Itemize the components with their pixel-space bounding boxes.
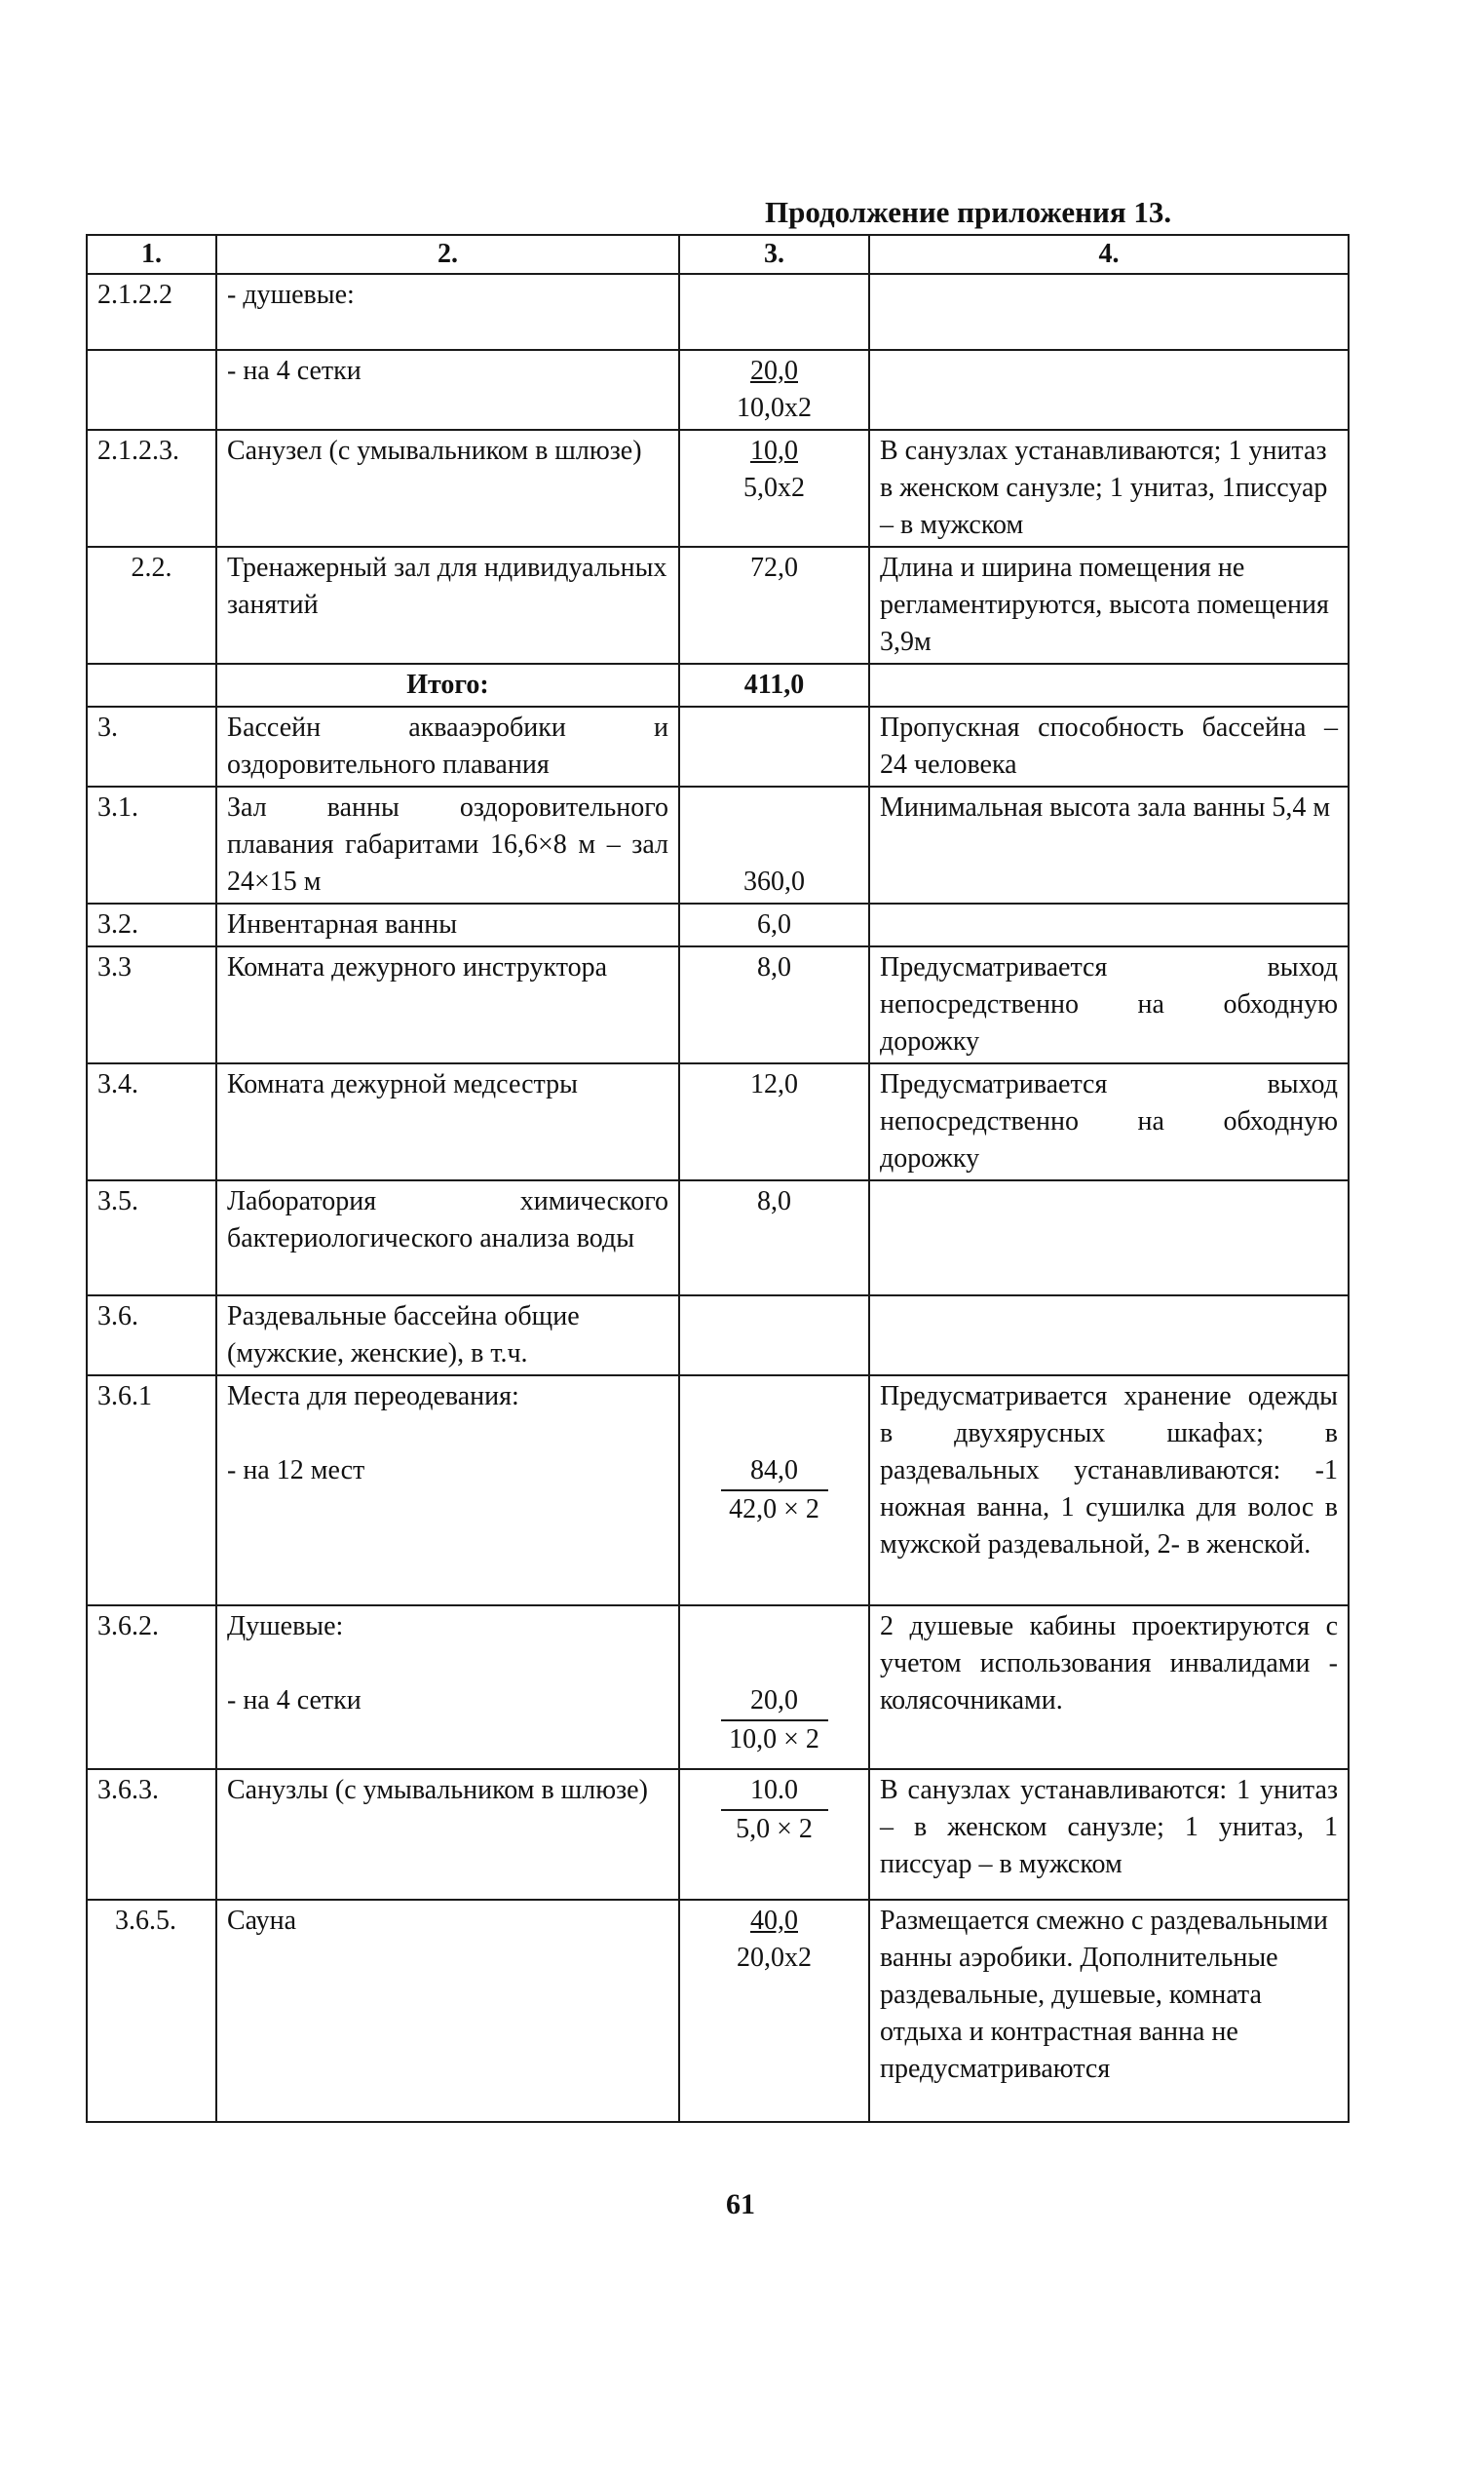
table-row xyxy=(87,1295,1349,1375)
row-name: Инвентарная ванны xyxy=(216,904,679,946)
area-value: 10,0 xyxy=(750,436,798,466)
row-area: 360,0 xyxy=(679,787,869,904)
row-note xyxy=(869,274,1349,350)
row-number: 3. xyxy=(87,707,216,787)
row-area xyxy=(679,1605,869,1769)
row-note xyxy=(869,1180,1349,1295)
row-number: 2.1.2.2 xyxy=(87,274,216,350)
row-area xyxy=(679,274,869,350)
row-number: 3.5. xyxy=(87,1180,216,1295)
row-number: 3.1. xyxy=(87,787,216,904)
row-name-sub: - на 12 мест xyxy=(227,1455,365,1485)
row-note: Длина и ширина помещения не регламентируются, высота помещения 3,9м xyxy=(869,547,1349,664)
row-name: Бассейн аквааэробики и оздоровительного плавания xyxy=(216,707,679,787)
row-area xyxy=(679,1375,869,1605)
row-name xyxy=(216,1375,679,1605)
row-name-main: Душевые: xyxy=(227,1611,344,1641)
row-area xyxy=(679,1900,869,2122)
row-note xyxy=(869,350,1349,430)
row-area xyxy=(679,350,869,430)
table-row xyxy=(87,1180,1349,1295)
column-header-3: 3. xyxy=(679,235,869,274)
area-breakdown: 20,0x2 xyxy=(737,1943,812,1973)
column-header-2: 2. xyxy=(216,235,679,274)
table-row xyxy=(87,1605,1349,1769)
table-row xyxy=(87,350,1349,430)
row-name: Санузел (с умывальником в шлюзе) xyxy=(216,430,679,547)
requirements-table xyxy=(86,234,1350,2123)
row-name-sub: - на 4 сетки xyxy=(227,1685,361,1715)
spacer xyxy=(690,1645,858,1682)
area-value: 84,0 xyxy=(721,1452,828,1491)
row-name: Комната дежурного инструктора xyxy=(216,946,679,1063)
row-note: Размещается смежно с раздевальными ванны аэробики. Дополнительные раздевальные, душевые, комната отдыха и контрастная ванна не предусматриваются xyxy=(869,1900,1349,2122)
column-header-4: 4. xyxy=(869,235,1349,274)
row-note: Минимальная высота зала ванны 5,4 м xyxy=(869,787,1349,904)
row-note: В санузлах устанавливаются: 1 унитаз – в женском санузле; 1 унитаз, 1 писсуар – в мужском xyxy=(869,1769,1349,1900)
row-area: 8,0 xyxy=(679,946,869,1063)
table-row xyxy=(87,707,1349,787)
row-name: Сауна xyxy=(216,1900,679,2122)
table-row xyxy=(87,1375,1349,1605)
row-name xyxy=(216,1605,679,1769)
row-number: 2.1.2.3. xyxy=(87,430,216,547)
row-number: 3.6. xyxy=(87,1295,216,1375)
spacer xyxy=(690,1415,858,1452)
row-area xyxy=(679,707,869,787)
table-row xyxy=(87,1900,1349,2122)
row-note: В санузлах устанавливаются; 1 унитаз в женском санузле; 1 унитаз, 1писсуар – в мужском xyxy=(869,430,1349,547)
row-note: Предусматривается выход непосредственно на обходную дорожку xyxy=(869,946,1349,1063)
row-note: Предусматривается хранение одежды в двухярусных шкафах; в раздевальных устанавливаются: -1 ножная ванна, 1 сушилка для волос в мужской раздевальной, 2- в женской. xyxy=(869,1375,1349,1605)
row-number: 3.3 xyxy=(87,946,216,1063)
page-number: 61 xyxy=(726,2188,755,2220)
row-name: Раздевальные бассейна общие (мужские, женские), в т.ч. xyxy=(216,1295,679,1375)
table-row xyxy=(87,1063,1349,1180)
total-label: Итого: xyxy=(216,664,679,707)
row-name: - душевые: xyxy=(216,274,679,350)
row-area xyxy=(679,1295,869,1375)
area-value: 20,0 xyxy=(750,356,798,386)
row-area: 12,0 xyxy=(679,1063,869,1180)
area-breakdown: 10,0 × 2 xyxy=(729,1724,819,1754)
row-note xyxy=(869,904,1349,946)
area-value: 20,0 xyxy=(721,1682,828,1721)
row-area xyxy=(679,1769,869,1900)
row-note: Пропускная способность бассейна – 24 человека xyxy=(869,707,1349,787)
spacer xyxy=(690,1608,858,1645)
page-heading: Продолжение приложения 13. xyxy=(765,195,1172,229)
area-value: 10.0 xyxy=(721,1772,828,1811)
row-number: 2.2. xyxy=(87,547,216,664)
row-note: Предусматривается выход непосредственно на обходную дорожку xyxy=(869,1063,1349,1180)
row-note xyxy=(869,664,1349,707)
row-number: 3.2. xyxy=(87,904,216,946)
spacer xyxy=(690,1378,858,1415)
row-note xyxy=(869,1295,1349,1375)
row-number: 3.6.3. xyxy=(87,1769,216,1900)
row-area: 6,0 xyxy=(679,904,869,946)
spacer xyxy=(227,1415,668,1452)
table-row-total xyxy=(87,664,1349,707)
spacer xyxy=(227,1645,668,1682)
row-area: 72,0 xyxy=(679,547,869,664)
table-row xyxy=(87,274,1349,350)
row-name: Зал ванны оздоровительного плавания габаритами 16,6×8 м – зал 24×15 м xyxy=(216,787,679,904)
table-row xyxy=(87,547,1349,664)
table-header-row xyxy=(87,235,1349,274)
table-row xyxy=(87,1769,1349,1900)
row-note: 2 душевые кабины проектируются с учетом использования инвалидами - колясочниками. xyxy=(869,1605,1349,1769)
area-breakdown: 42,0 × 2 xyxy=(729,1494,819,1524)
row-name: Санузлы (с умывальником в шлюзе) xyxy=(216,1769,679,1900)
column-header-1: 1. xyxy=(87,235,216,274)
row-name-main: Места для переодевания: xyxy=(227,1381,519,1411)
area-value: 40,0 xyxy=(750,1906,798,1936)
row-area xyxy=(679,430,869,547)
row-number xyxy=(87,664,216,707)
row-name: Лаборатория химического бактериологического анализа воды xyxy=(216,1180,679,1295)
row-number: 3.4. xyxy=(87,1063,216,1180)
table-row xyxy=(87,946,1349,1063)
table-row xyxy=(87,904,1349,946)
row-name: - на 4 сетки xyxy=(216,350,679,430)
row-name: Комната дежурной медсестры xyxy=(216,1063,679,1180)
area-breakdown: 5,0 × 2 xyxy=(736,1814,813,1844)
total-value: 411,0 xyxy=(679,664,869,707)
row-number: 3.6.1 xyxy=(87,1375,216,1605)
table-row xyxy=(87,787,1349,904)
row-area: 8,0 xyxy=(679,1180,869,1295)
row-number xyxy=(87,350,216,430)
row-number: 3.6.5. xyxy=(87,1900,216,2122)
row-number: 3.6.2. xyxy=(87,1605,216,1769)
table-row xyxy=(87,430,1349,547)
area-breakdown: 5,0x2 xyxy=(743,473,805,503)
row-name: Тренажерный зал для ндивидуальных занятий xyxy=(216,547,679,664)
area-breakdown: 10,0x2 xyxy=(737,393,812,423)
